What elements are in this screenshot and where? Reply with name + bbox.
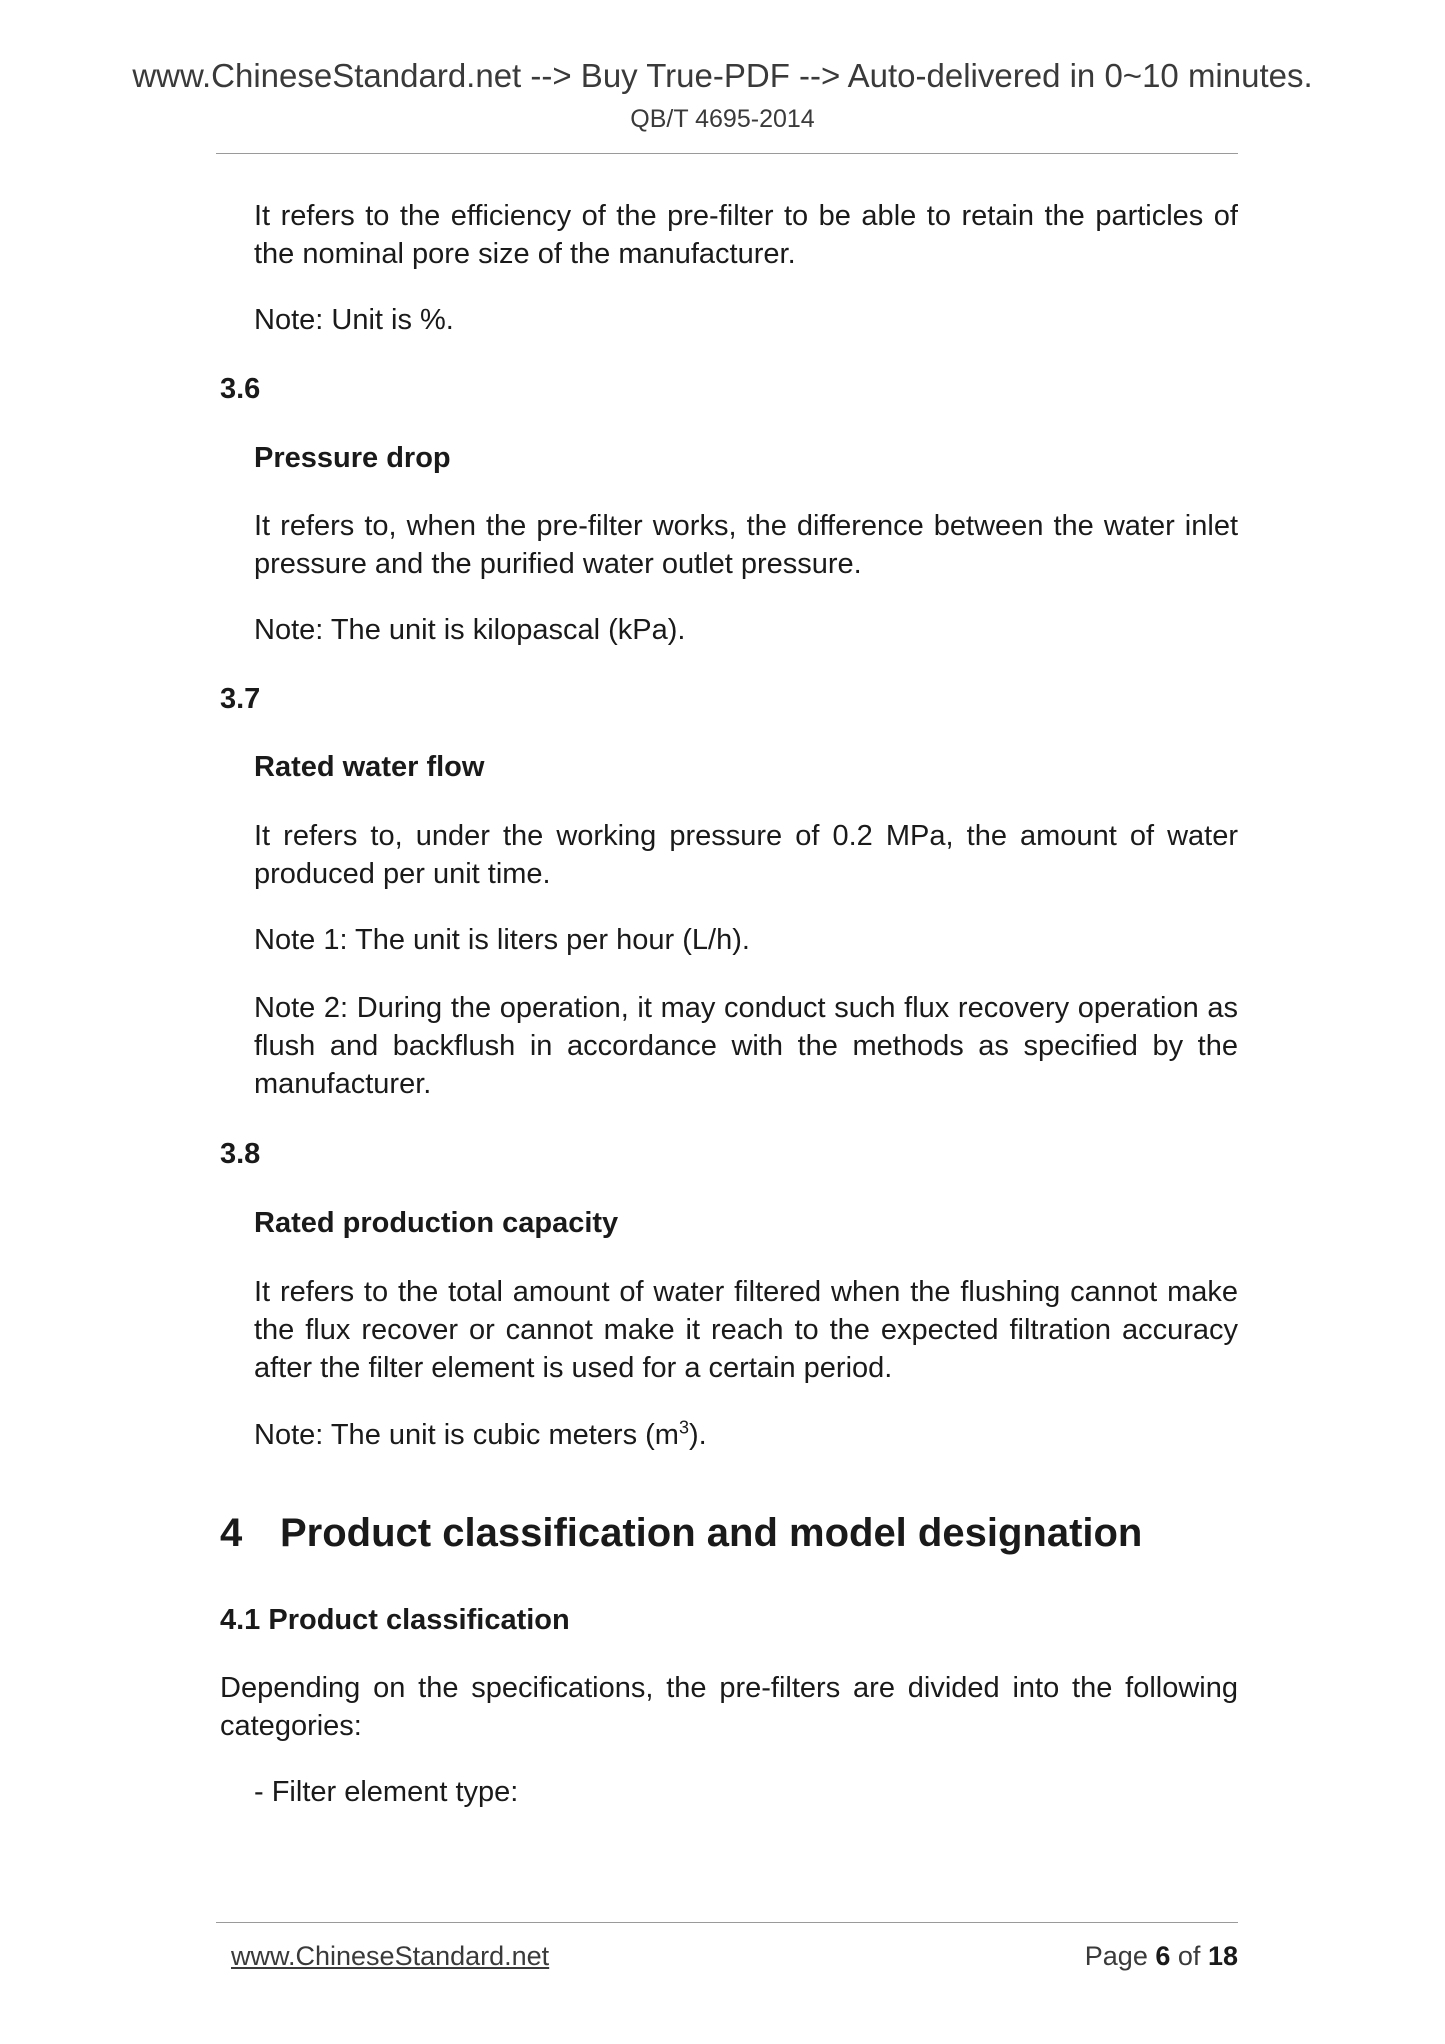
page-word: Page [1084, 1941, 1148, 1971]
pressure-drop-note: Note: The unit is kilopascal (kPa). [254, 614, 686, 646]
current-page: 6 [1155, 1941, 1171, 1971]
rated-production-capacity-definition: It refers to the total amount of water filtered when the flushing cannot make the flux recover or cannot make it reach to the expected filtration accuracy after the filter element is used for a certain period. [254, 1276, 1238, 1384]
rated-water-flow-note-2: Note 2: During the operation, it may conduct such flux recovery operation as flush and backflush in accordance with the methods as specified by the manufacturer. [254, 992, 1238, 1100]
footer-website-link[interactable]: www.ChineseStandard.net [231, 1941, 550, 1971]
source-banner: www.ChineseStandard.net --> Buy True-PDF --> Auto-delivered in 0~10 minutes. [132, 57, 1313, 94]
superscript-3: 3 [678, 1417, 689, 1438]
clause-number-3-7: 3.7 [220, 683, 261, 715]
efficiency-definition: It refers to the efficiency of the pre-filter to be able to retain the particles of the nominal pore size of the manufacturer. [254, 200, 1238, 270]
note-suffix: ). [688, 1419, 707, 1451]
footer-divider [216, 1922, 1238, 1923]
list-item-filter-element-type: - Filter element type: [254, 1776, 519, 1808]
efficiency-note: Note: Unit is %. [254, 304, 454, 336]
rated-water-flow-definition: It refers to, under the working pressure of 0.2 MPa, the amount of water produced per unit time. [254, 820, 1238, 890]
chapter-4-heading [220, 1508, 1142, 1558]
term-rated-water-flow: Rated water flow [254, 751, 485, 783]
clause-number-3-6: 3.6 [220, 373, 261, 405]
chapter-title: Product classification and model designation [280, 1511, 1143, 1555]
chapter-number: 4 [220, 1511, 243, 1555]
rated-water-flow-note-1: Note 1: The unit is liters per hour (L/h). [254, 924, 750, 956]
page-indicator [1085, 1939, 1238, 1973]
total-pages: 18 [1207, 1941, 1238, 1971]
classification-intro: Depending on the specifications, the pre-filters are divided into the following categories: [220, 1672, 1238, 1742]
clause-number-3-8: 3.8 [220, 1138, 261, 1170]
page-of: of [1177, 1941, 1201, 1971]
pressure-drop-definition: It refers to, when the pre-filter works, the difference between the water inlet pressure and the purified water outlet pressure. [254, 510, 1238, 580]
term-rated-production-capacity: Rated production capacity [254, 1207, 619, 1239]
note-prefix: Note: The unit is cubic meters (m [254, 1419, 679, 1451]
document-number: QB/T 4695-2014 [630, 105, 815, 133]
section-4-1-heading: 4.1 Product classification [220, 1604, 570, 1636]
term-pressure-drop: Pressure drop [254, 442, 451, 474]
header-divider [216, 153, 1238, 154]
rated-production-capacity-note [254, 1416, 1238, 1454]
